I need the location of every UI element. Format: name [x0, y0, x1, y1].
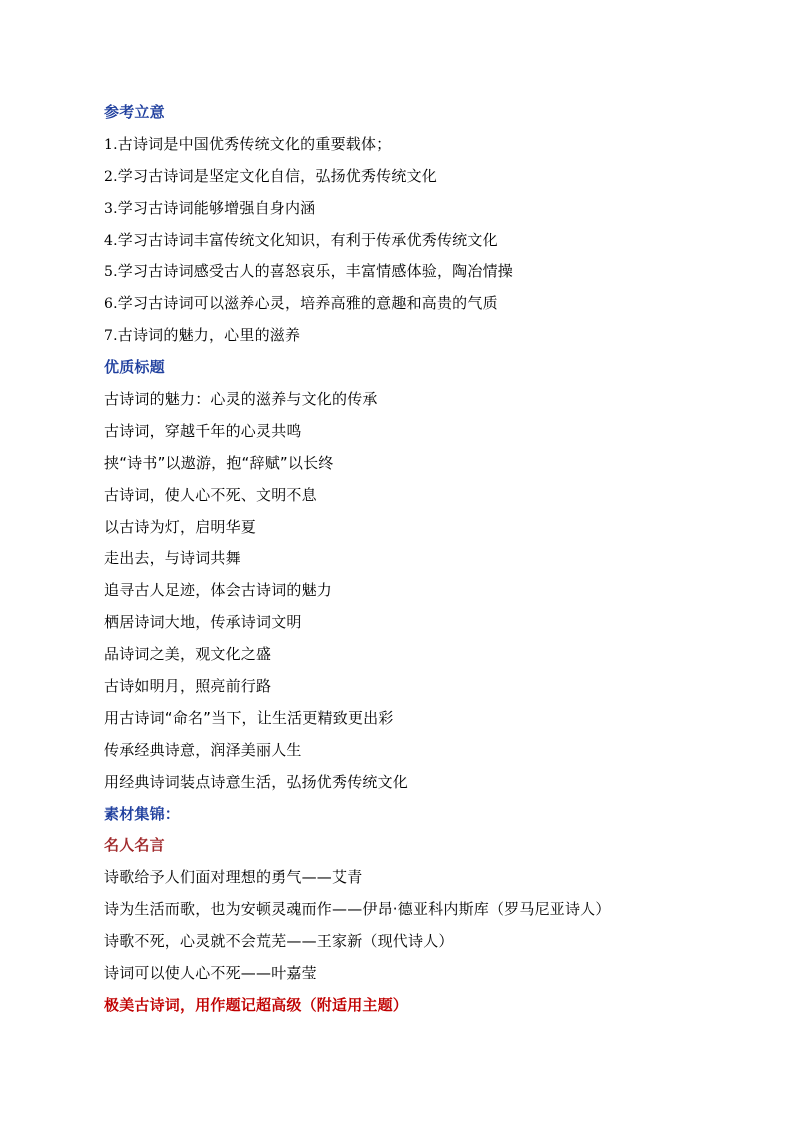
- item-number: 7.: [104, 328, 118, 345]
- title-item: 走出去，与诗词共舞: [104, 549, 241, 568]
- item-text: 学习古诗词能够增强自身内涵: [117, 198, 316, 217]
- item-text: 学习古诗词可以滋养心灵，培养高雅的意趣和高贵的气质: [117, 294, 498, 313]
- title-item: 古诗词，使人心不死、文明不息: [104, 485, 317, 504]
- title-item: 古诗词的魅力：心灵的滋养与文化的传承: [104, 390, 378, 409]
- item-text: 学习古诗词是坚定文化自信，弘扬优秀传统文化: [117, 166, 437, 185]
- item-number: 2.: [104, 168, 118, 185]
- item-number: 6.: [104, 296, 118, 313]
- reference-item: [104, 161, 724, 193]
- reference-item: [104, 288, 724, 320]
- reference-item: [104, 225, 724, 257]
- quote-item: 诗歌给予人们面对理想的勇气——艾青: [104, 868, 363, 887]
- item-number: 5.: [104, 264, 118, 281]
- section-heading-reference: 参考立意: [104, 103, 165, 121]
- title-item: 用经典诗词装点诗意生活，弘扬优秀传统文化: [104, 772, 409, 791]
- reference-item: [104, 193, 724, 225]
- title-item: 品诗词之美，观文化之盛: [104, 645, 272, 664]
- title-item: 以古诗为灯，启明华夏: [104, 517, 257, 536]
- section-heading-titles: 优质标题: [104, 358, 165, 377]
- title-item: 追寻古人足迹，体会古诗词的魅力: [104, 581, 333, 600]
- title-item: 挟“诗书”以遨游，抱“辞赋”以长终: [104, 453, 334, 472]
- title-item: 传承经典诗意，润泽美丽人生: [104, 740, 302, 759]
- title-item: 古诗如明月，照亮前行路: [104, 677, 272, 696]
- title-item: 栖居诗词大地，传承诗词文明: [104, 613, 302, 632]
- item-number: 1.: [104, 136, 118, 153]
- document-content: [104, 97, 724, 1022]
- item-text: 古诗词是中国优秀传统文化的重要载体；: [117, 134, 392, 153]
- reference-item: [104, 129, 724, 161]
- quote-item: 诗词可以使人心不死——叶嘉莹: [104, 964, 317, 983]
- item-number: 3.: [104, 200, 118, 217]
- title-item: 古诗词，穿越千年的心灵共鸣: [104, 421, 302, 440]
- quote-item: 诗歌不死，心灵就不会荒芜——王家新（现代诗人）: [104, 932, 454, 951]
- subheading-famous-quotes: 名人名言: [104, 836, 165, 855]
- title-item: 用古诗词“命名”当下，让生活更精致更出彩: [104, 708, 394, 727]
- reference-item: [104, 320, 724, 352]
- item-text: 古诗词的魅力，心里的滋养: [117, 326, 301, 345]
- section-heading-poems: 极美古诗词，用作题记超高级（附适用主题）: [104, 995, 409, 1014]
- item-text: 学习古诗词丰富传统文化知识，有利于传承优秀传统文化: [117, 230, 498, 249]
- item-text: 学习古诗词感受古人的喜怒哀乐，丰富情感体验，陶冶情操: [117, 262, 513, 281]
- section-heading-materials: 素材集锦：: [104, 804, 181, 823]
- reference-item: [104, 256, 724, 288]
- item-number: 4.: [104, 232, 118, 249]
- quote-item: 诗为生活而歌，也为安顿灵魂而作——伊昂·德亚科内斯库（罗马尼亚诗人）: [104, 900, 611, 919]
